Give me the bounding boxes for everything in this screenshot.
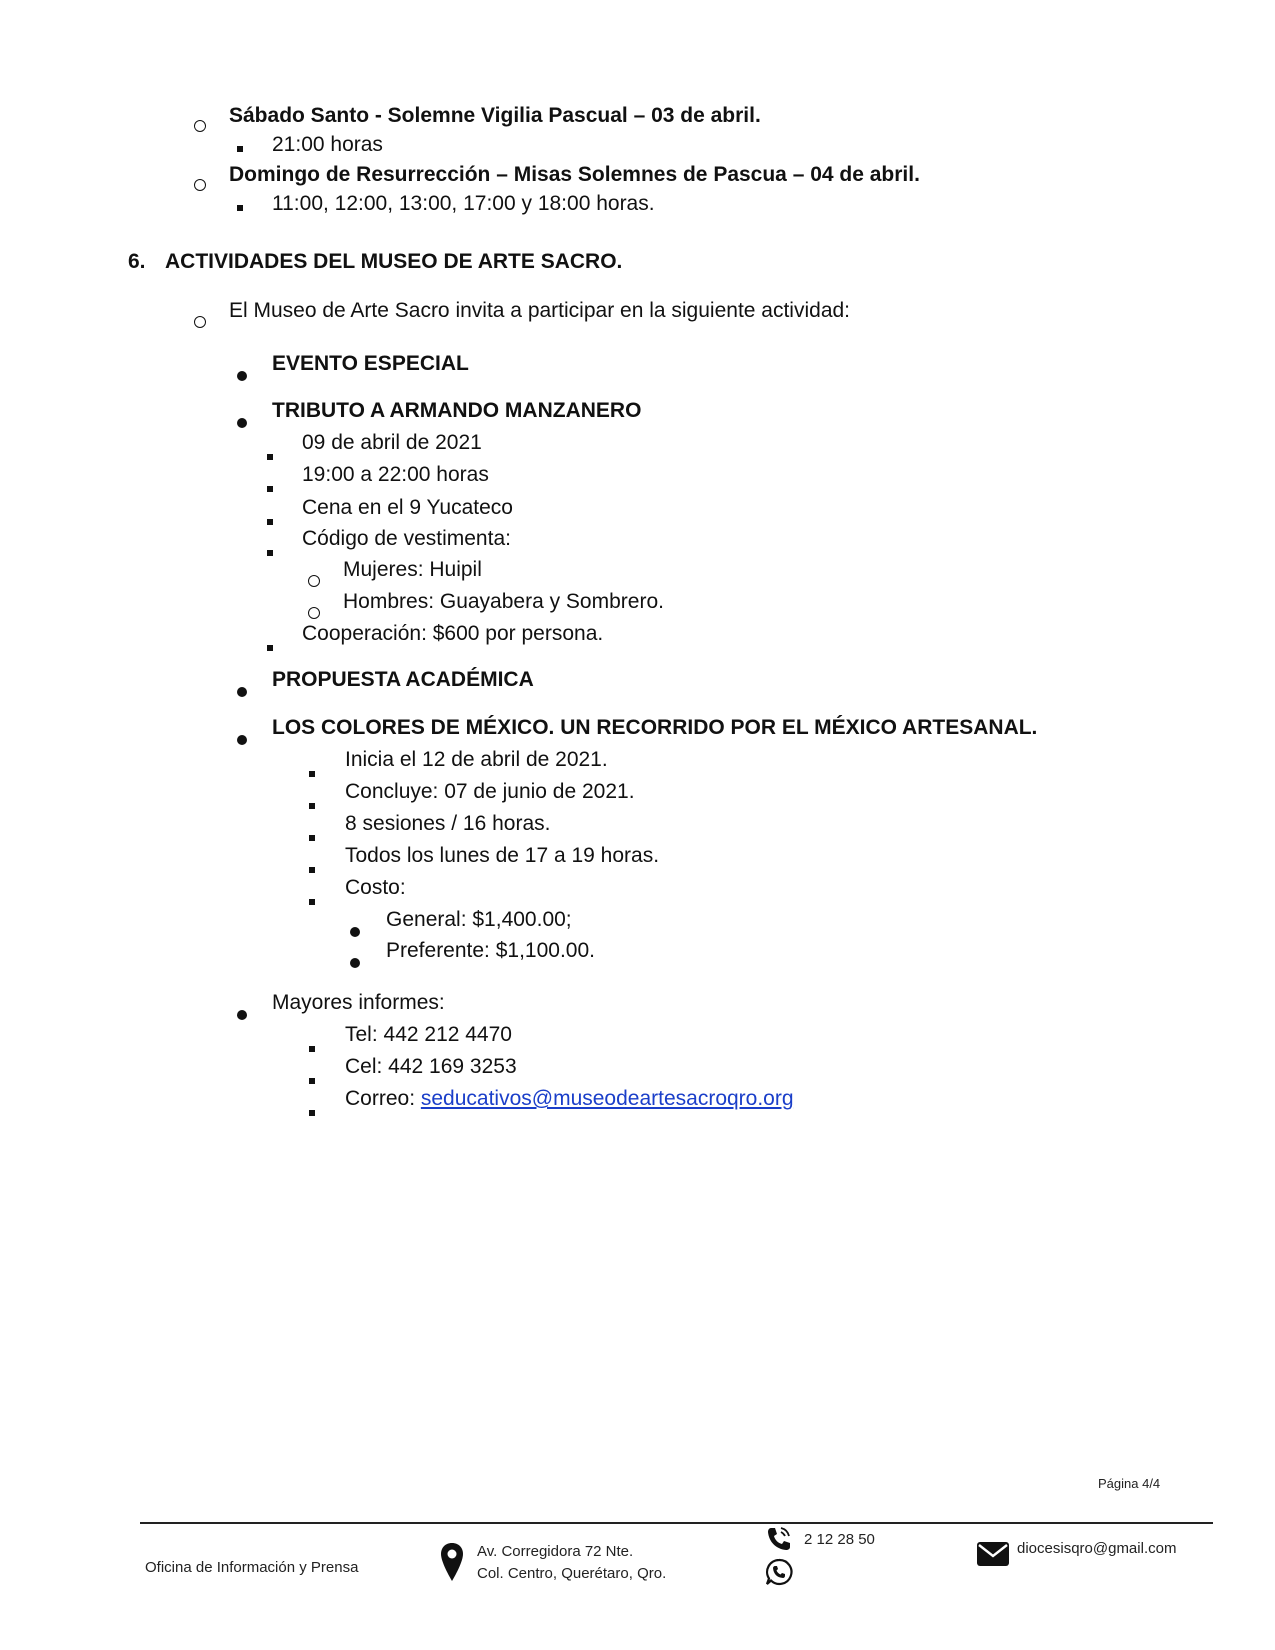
dot-bullet [350,917,360,945]
vestimenta-item: Mujeres: Huipil [343,558,482,581]
circle-bullet [194,308,206,336]
tributo-item: Cena en el 9 Yucateco [302,496,513,519]
square-bullet [309,757,315,785]
section-intro: El Museo de Arte Sacro invita a participar en la siguiente actividad: [229,299,851,322]
square-bullet [309,821,315,849]
location-pin-icon [440,1542,464,1582]
square-bullet [267,536,273,564]
circle-bullet [194,171,206,199]
square-bullet [309,789,315,817]
footer-address-line2: Col. Centro, Querétaro, Qro. [477,1565,667,1582]
phone-icon [765,1525,793,1553]
costo-item: Preferente: $1,100.00. [386,939,595,962]
dot-bullet [237,361,247,389]
cel-item: Cel: 442 169 3253 [345,1055,517,1078]
correo-item [345,1085,794,1113]
tributo-item: 09 de abril de 2021 [302,431,482,454]
list-item-sabado: Sábado Santo - Solemne Vigilia Pascual – 03 de abril. [229,104,761,127]
colores-item: Concluye: 07 de junio de 2021. [345,780,635,803]
dot-bullet [237,1000,247,1028]
circle-bullet [308,567,320,595]
section-title: ACTIVIDADES DEL MUSEO DE ARTE SACRO. [165,250,623,273]
footer-phone: 2 12 28 50 [804,1531,875,1548]
square-bullet [267,472,273,500]
tributo-heading: TRIBUTO A ARMANDO MANZANERO [272,399,642,422]
square-bullet [309,1064,315,1092]
dot-bullet [237,408,247,436]
page-number: Página 4/4 [1098,1476,1161,1491]
propuesta-heading: PROPUESTA ACADÉMICA [272,668,534,691]
footer-office: Oficina de Información y Prensa [145,1559,359,1576]
colores-item: Todos los lunes de 17 a 19 horas. [345,844,660,867]
correo-email-link[interactable]: seducativos@museodeartesacroqro.org [420,1087,794,1110]
square-bullet [237,132,243,160]
dot-bullet [237,677,247,705]
vestimenta-item: Hombres: Guayabera y Sombrero. [343,590,664,613]
tributo-item: Código de vestimenta: [302,527,511,550]
tributo-item: Cooperación: $600 por persona. [302,622,604,645]
colores-item: 8 sesiones / 16 horas. [345,812,551,835]
footer-divider [140,1522,1213,1524]
evento-especial-heading: EVENTO ESPECIAL [272,352,469,375]
dot-bullet [350,948,360,976]
list-item-sabado-hora: 21:00 horas [272,133,383,156]
square-bullet [309,885,315,913]
colores-item: Inicia el 12 de abril de 2021. [345,748,608,771]
tel-item: Tel: 442 212 4470 [345,1023,512,1046]
costo-item: General: $1,400.00; [386,908,572,931]
list-item-domingo-horas: 11:00, 12:00, 13:00, 17:00 y 18:00 horas. [272,192,655,215]
whatsapp-icon [765,1558,793,1586]
square-bullet [267,505,273,533]
footer-email: diocesisqro@gmail.com [1017,1540,1177,1557]
square-bullet [267,631,273,659]
informes-heading: Mayores informes: [272,991,445,1014]
section-number: 6. [128,250,146,273]
envelope-icon [976,1541,1010,1567]
square-bullet [309,853,315,881]
circle-bullet [194,112,206,140]
square-bullet [309,1096,315,1124]
square-bullet [237,191,243,219]
dot-bullet [237,725,247,753]
colores-item: Costo: [345,876,406,899]
tributo-item: 19:00 a 22:00 horas [302,463,489,486]
colores-heading: LOS COLORES DE MÉXICO. UN RECORRIDO POR EL MÉXICO ARTESANAL. [272,716,1038,739]
list-item-domingo: Domingo de Resurrección – Misas Solemnes de Pascua – 04 de abril. [229,163,920,186]
correo-label: Correo: [345,1087,421,1110]
footer-address-line1: Av. Corregidora 72 Nte. [477,1543,634,1560]
square-bullet [267,440,273,468]
square-bullet [309,1032,315,1060]
